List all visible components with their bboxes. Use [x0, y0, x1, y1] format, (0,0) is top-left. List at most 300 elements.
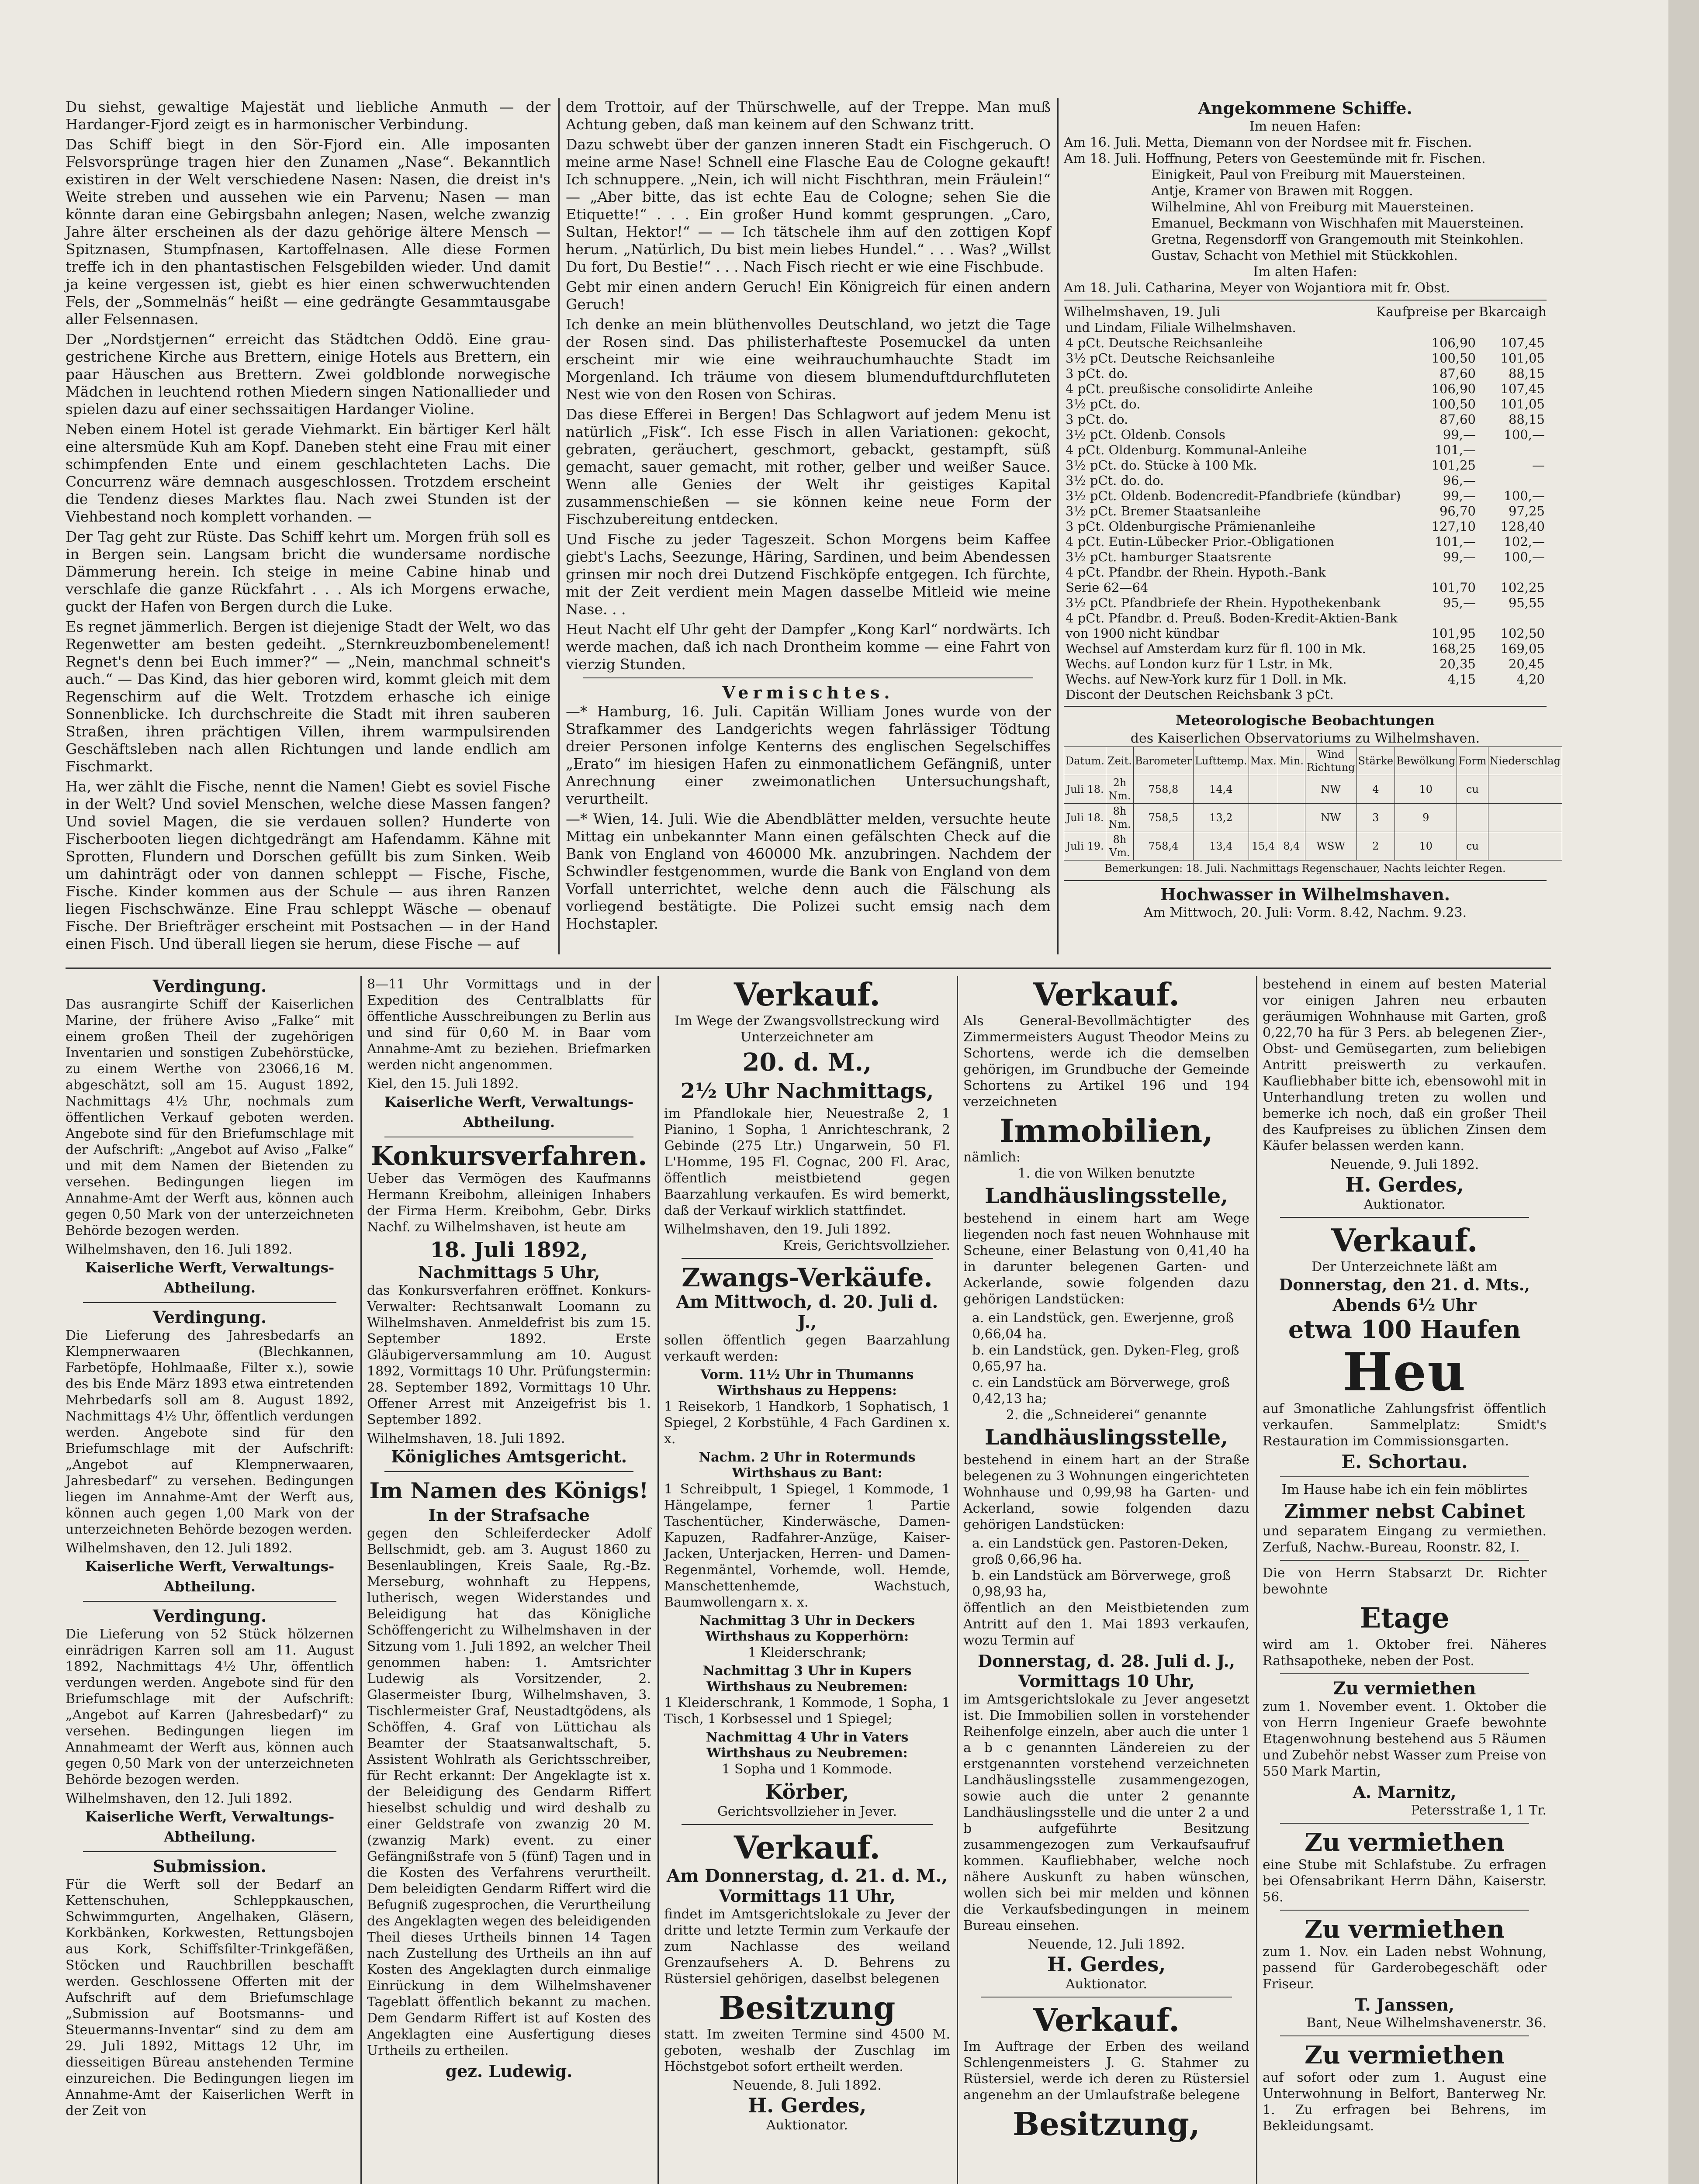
section-divider [66, 968, 1551, 969]
ad-signature-role: Gerichtsvollzieher in Jever. [717, 1804, 897, 1819]
weather-header: Form [1457, 747, 1488, 775]
weather-header: Zeit. [1106, 747, 1134, 775]
auction-location: Nachmittag 3 Uhr in Kupers Wirthshaus zu Neubremen: [702, 1663, 912, 1694]
quote-name: und Lindam, Filiale Wilhelmshaven. [1066, 320, 1296, 335]
quote-value: 4,20 [1516, 672, 1545, 687]
ad-title: Etage [1360, 1602, 1450, 1635]
paragraph: Das Schiff biegt in den Sör-Fjord ein. Alle imposanten Felsvorsprünge tragen hier den Zunamen „Nase“. Bekanntlich existiren in der Welt verschiedene Nasen: Nasen, die dreist in's Weite streben und aussehen wie ein Parvenu; Nasen — man könnte daran eine Gebirgsbahn anlegen; Nasen, welche zwanzig Jahre älter erscheinen als der dazu gehörige ältere Mensch — Spitznasen, Stumpfnasen, Kartoffelnasen. Alle diese Formen treffe ich in den phantastischen Felsgebilden wieder. Und damit ja keine vergessen ist, giebt es hier einen schwerwuchtenden Fels, der „Sommelnäs“ heißt — eine gedrängte Gesammtausgabe aller Felsennasen. [66, 136, 550, 328]
quote-value [1478, 565, 1547, 580]
divider [83, 1851, 336, 1852]
ad-subtitle: In der Strafsache [428, 1505, 590, 1525]
weather-header: Lufttemp. [1194, 747, 1249, 775]
ad-title: Konkursverfahren. [370, 1141, 647, 1171]
ad-signature-role: Auktionator. [1363, 1197, 1446, 1212]
quote-value: 95,— [1443, 595, 1476, 610]
weather-header: Datum. [1064, 747, 1106, 775]
quote-value: 102,— [1504, 534, 1545, 549]
ad-title: Zwangs-Verkäufe. [682, 1263, 933, 1292]
weather-cell: 13,4 [1194, 832, 1249, 860]
ad-text: eine Stube mit Schlafstube. Zu erfragen bei Ofensabrikant Herrn Dähn, Kaiserstr. 56. [1263, 1857, 1547, 1905]
divider [1280, 1823, 1529, 1824]
ad-title: Zu vermiethen [1333, 1678, 1476, 1699]
ad-list-item: a. ein Landstück gen. Pastoren-Deken, groß 0,66,96 ha. [972, 1536, 1228, 1567]
weather-cell: 13,2 [1194, 804, 1249, 832]
news-item: —* Hamburg, 16. Juli. Capitän William Jones wurde von der Strafkammer des Landgerichts wegen fahrlässiger Tödtung dreier Personen infolge Kenterns des englischen Segelschiffes „Erato“ im hiesigen Hafen zu einmonatlichem Gefängniß, unter Anrechnung einer zweimonatlichen Untersuchungshaft, verurtheilt. [566, 703, 1051, 807]
ad-text: zum 1. November event. 1. Oktober die von Herrn Ingenieur Graefe bewohnte Etagenwohnung bestehend aus 5 Räumen und Zubehör nebst Wasser zum Preise von 550 Mark Martin, [1263, 1699, 1547, 1779]
ad-big-word: Besitzung [719, 1989, 896, 2026]
column-divider [957, 976, 958, 2184]
ad-text: Die von Herrn Stabsarzt Dr. Richter bewohnte [1263, 1565, 1547, 1597]
divider [83, 1302, 336, 1303]
ad-text: findet im Amtsgerichtslokale zu Jever der dritte und letzte Termin zum Verkaufe der zum Nachlasse des weiland Grenzaufsehers A. D. Behrens zu Rüstersiel gehörigen, daselbst belegenen [664, 1907, 950, 1987]
kurse-place: Wilhelmshaven, 19. Juli [1064, 304, 1221, 320]
paragraph: Der Tag geht zur Rüste. Das Schiff kehrt um. Morgen früh soll es in Bergen sein. Langsam bricht die wundersame nordische Dämmerung herein. Ich steige in meine Cabine hinab und verschlafe die ganze Rückfahrt . . . Als ich Morgens erwache, guckt der Hafen von Bergen durch die Luke. [66, 528, 550, 615]
ship-line: Wilhelmine, Ahl von Freiburg mit Mauersteinen. [1151, 200, 1474, 215]
auction-items: 1 Reisekorb, 1 Handkorb, 1 Sophatisch, 1 Spiegel, 2 Korbstühle, 4 Fach Gardinen x. x. [664, 1399, 950, 1447]
divider [1280, 1910, 1529, 1911]
ships-subheading: Im neuen Hafen: [1249, 119, 1361, 134]
ad-title: Zimmer nebst Cabinet [1284, 1500, 1525, 1523]
divider [583, 677, 1033, 678]
ad-text: Das ausrangirte Schiff der Kaiserlichen Marine, der frühere Aviso „Falke“ mit einem großen Theil der zugehörigen Inventarien und sonstigen Zubehörstücke, zu einem Werthe von 23066,16 M. abgeschätzt, soll am 15. August 1892, Nachmittags 4½ Uhr, nochmals zum öffentlichen Verkauf geboten werden. Angebote sind für den Briefumschlage mit der Aufschrift: „Angebot auf Aviso „Falke“ und mit dem Namen der Bietenden zu versehen. Bedingungen liegen im Annahme-Amt der Werft aus, können auch gegen 0,50 Mark von der unterzeichneten Behörde bezogen werden. [66, 997, 354, 1238]
ad-column-3 [664, 976, 950, 2184]
ad-text: gegen den Schleiferdecker Adolf Bellschmidt, geb. am 3. August 1860 zu Besenlaublingen, Kreis Saale, Rg.-Bz. Merseburg, wohnhaft zu Heppens, lutherisch, wegen Widerstandes und Beleidigung hat das Königliche Schöffengericht zu Wilhelmshaven in der Sitzung vom 1. Juli 1892, an welcher Theil genommen haben: 1. Amtsrichter Ludewig als Vorsitzender, 2. Glasermeister Iburg, Wilhelmshaven, 3. Tischlermeister Graf, Neustadtgödens, als Schöffen, 4. Graf von Lüttichau als Beamter der Staatsanwaltschaft, 5. Assistent Wohlrath als Gerichtsschreiber, für Recht erkannt: Der Angeklagte ist x. der Beleidigung des Gendarm Riffert hieselbst schuldig und wird deshalb zu einer Geldstrafe von zwanzig 20 M. (zwanzig Mark) event. zu einer Gefängnißstrafe von 5 (fünf) Tagen und in die Kosten des Verfahrens verurtheilt. Dem beleidigten Gendarm Riffert wird die Befugniß zugesprochen, die Verurtheilung des Angeklagten wegen des beleidigenden Theil dieses Urtheils binnen 14 Tagen nach Zustellung des Urtheils an ihn auf Kosten des Angeklagten durch einmalige Einrückung in dem Wilhelmshavener Tageblatt öffentlich bekannt zu machen. Dem Gendarm Riffert ist auf Kosten des Angeklagten eine Ausfertigung dieses Urtheils zu ertheilen. [367, 1526, 651, 2058]
quote-row [1064, 641, 1547, 657]
ad-date: Wilhelmshaven, den 12. Juli 1892. [66, 1541, 293, 1556]
quote-name: Wechsel auf Amsterdam kurz für fl. 100 in Mk. [1066, 641, 1366, 656]
quote-value: 101,95 [1431, 626, 1476, 641]
meteo-subheading: des Kaiserlichen Observatoriums zu Wilhelmshaven. [1130, 731, 1480, 746]
quote-value: 106,90 [1431, 381, 1476, 396]
ad-text: auf sofort oder zum 1. August eine Unterwohnung in Belfort, Banterweg Nr. 1. Zu erfragen bei Behrens, im Bekleidungsamt. [1263, 2070, 1547, 2134]
ad-text: Im Auftrage der Erben des weiland Schlengenmeisters J. G. Stahmer zu Rüstersiel, werde ich deren zu Rüstersiel angenehm an der Umlaufstraße belegene [963, 2039, 1249, 2103]
ad-text: 8—11 Uhr Vormittags und in der Expedition des Centralblatts für öffentliche Ausschreibungen zu Berlin aus und sind für 0,60 M. in Baar vom Annahme-Amt zu beziehen. Briefmarken werden nicht angenommen. [367, 977, 651, 1073]
ad-title: Verkauf. [1033, 2001, 1180, 2039]
ad-date: Wilhelmshaven, den 16. Juli 1892. [66, 1242, 293, 1257]
weather-cell [1249, 775, 1278, 804]
paragraph: Dazu schwebt über der ganzen inneren Stadt ein Fischgeruch. O meine arme Nase! Schnell eine Flasche Eau de Cologne gekauft! Ich schnuppere. „Nein, ich will nicht Fischthran, mein Fräulein!“ — „Aber bitte, das ist echte Eau de Cologne; sehen Sie die Etiquette!“ . . . Ein großer Hund kommt gesprungen. „Caro, Sultan, Hektor!“ — — Ich tätschele ihm auf den zottigen Kopf herum. „Natürlich, Du bist mein liebes Hundel.“ . . . Was? „Willst Du fort, Du Bestie!“ . . . Nach Fisch riecht er wie eine Fischbude. [566, 136, 1051, 275]
ad-time: Vormittags 10 Uhr, [1018, 1671, 1195, 1691]
ad-date-big: 20. d. M., [742, 1048, 872, 1077]
divider [1064, 880, 1547, 881]
weather-table [1064, 746, 1562, 860]
auction-items: 1 Sopha und 1 Kommode. [722, 1762, 893, 1777]
paragraph: Der „Nordstjernen“ erreicht das Städtchen Oddö. Eine grau-gestrichene Kirche aus Brettern, einige Hotels aus Brettern, ein paar Häuschen aus Brettern. Zwei goldblonde norwegische Mädchen in leuchtend rothen Miedern singen Nationallieder und spielen dazu auf einer sechssaitigen Hardanger Violine. [66, 331, 550, 418]
divider [682, 1258, 933, 1259]
quote-row [1064, 611, 1547, 626]
ad-signature: E. Schortau. [1341, 1451, 1468, 1472]
quote-name: 3½ pCt. Bremer Staatsanleihe [1066, 504, 1261, 518]
vermischtes-heading: Vermischtes. [722, 683, 894, 702]
ad-time: 2½ Uhr Nachmittags, [680, 1079, 934, 1103]
ship-line: Einigkeit, Paul von Freiburg mit Mauersteinen. [1151, 167, 1466, 183]
weather-cell: 758,8 [1133, 775, 1193, 804]
quote-row [1064, 534, 1547, 549]
quote-value: 128,40 [1500, 519, 1545, 534]
ad-subtitle: Landhäuslingsstelle, [985, 1184, 1228, 1208]
kurse-label: Kaufpreise per Bkarcaigh [1376, 304, 1547, 320]
quote-row [1064, 595, 1547, 611]
ad-subtitle: Landhäuslingsstelle, [985, 1425, 1228, 1450]
quote-value: 99,— [1443, 488, 1476, 503]
quote-value [1478, 473, 1547, 488]
ad-text: wird am 1. Oktober frei. Näheres Rathsapotheke, neben der Post. [1263, 1637, 1547, 1669]
weather-cell [1488, 804, 1562, 832]
ad-text: bestehend in einem hart an der Straße belegenen zu 3 Wohnungen eingerichteten Wohnhause und 0,99,98 ha Garten- und Ackerland, sowie folgenden dazu gehörigen Landstücken: [963, 1452, 1249, 1532]
quote-value: 96,— [1443, 473, 1476, 488]
auction-location: Vorm. 11½ Uhr in Thumanns Wirthshaus zu Heppens: [700, 1367, 914, 1398]
weather-cell [1249, 804, 1278, 832]
column-divider [1256, 976, 1257, 2184]
ad-signature: gez. Ludewig. [445, 2061, 573, 2081]
ad-title: Im Namen des Königs! [369, 1478, 649, 1503]
column-divider [360, 976, 362, 2184]
ad-text: Als General-Bevollmächtigter des Zimmermeisters August Theodor Meins zu Schortens, werde ich die demselben gehörigen, im Grundbuche der Gemeinde Schortens zu Artikel 196 und 194 verzeichneten [963, 1013, 1249, 1109]
quote-name: 4 pCt. Deutsche Reichsanleihe [1066, 335, 1263, 350]
quote-name: 4 pCt. Eutin-Lübecker Prior.-Obligationen [1066, 534, 1334, 549]
ad-list-item: b. ein Landstück am Börverwege, groß 0,98,93 ha, [972, 1568, 1231, 1600]
ad-date: Neuende, 12. Juli 1892. [1028, 1937, 1185, 1952]
ad-column-4 [963, 976, 1249, 2184]
ad-text: bestehend in einem hart am Wege liegenden noch fast neuen Wohnhause mit Scheune, einer Belastung von 0,41,40 ha in darunter belegenen Garten- und Ackerlande, sowie folgenden dazu gehörigen Landstücken: [963, 1211, 1249, 1307]
weather-cell: Juli 18. [1064, 804, 1106, 832]
ad-signature: Kaiserliche Werft, Verwaltungs-Abtheilung. [85, 1808, 335, 1845]
quote-value: 4,15 [1447, 672, 1476, 687]
quote-row [1064, 351, 1547, 366]
paragraph: Neben einem Hotel ist gerade Viehmarkt. Ein bärtiger Kerl hält eine altersmüde Kuh am Kopf. Daneben steht eine Frau mit einer schimpfenden Ente und einem geschlachteten Lachs. Die Concurrenz wäre demnach ausgeschlossen. Trotzdem erscheint die Tendenz dieses Marktes flau. Nach zwei Stunden ist der Viehbestand noch komplett vorhanden. — [66, 421, 550, 525]
weather-cell: 15,4 [1249, 832, 1278, 860]
ad-signature: Kaiserliche Werft, Verwaltungs-Abtheilung. [85, 1558, 335, 1595]
ad-text: 2. die „Schneiderei“ genannte [1006, 1407, 1207, 1423]
quote-value: 101,70 [1431, 580, 1476, 595]
quote-row [1064, 672, 1547, 687]
quote-row [1064, 335, 1547, 351]
ad-list-item: c. ein Landstück am Börverwege, groß 0,42,13 ha; [972, 1375, 1230, 1406]
ad-text: Die Lieferung von 52 Stück hölzernen einrädrigen Karren soll am 11. August 1892, Nachmittags 4½ Uhr, öffentlich verdungen werden. Angebote sind für den Briefumschlage mit der Aufschrift: „Angebot auf Karren (Jahresbedarf)“ zu versehen. Bedingungen liegen im Annahmeamt der Werft aus, können auch gegen 0,50 Mark von der unterzeichneten Behörde bezogen werden. [66, 1627, 354, 1787]
ad-date-big: Am Mittwoch, d. 20. Juli d. J., [676, 1292, 938, 1332]
stock-quotes-table [1064, 320, 1547, 702]
quote-value: 99,— [1443, 427, 1476, 442]
ad-list-item: a. ein Landstück, gen. Ewerjenne, groß 0,66,04 ha. [972, 1310, 1234, 1342]
ad-big-word: Besitzung, [1013, 2105, 1200, 2143]
ship-line: Gustav, Schacht von Methiel mit Stückkohlen. [1151, 248, 1458, 263]
weather-cell: 8h Vm. [1106, 832, 1134, 860]
ad-text: Für die Werft soll der Bedarf an Kettenschuhen, Schleppkauschen, Schwimmgurten, Angelhaken, Gläsern, Korkbänken, Korkwesten, Rettungsbojen aus Kork, Schiffsfilter-Trinkgefäßen, Stöcken und Rauchbrillen beschafft werden. Geschlossene Offerten mit der Aufschrift auf dem Briefumschlage „Submission auf Bootsmanns- und Steuermanns-Inventar“ sind zu dem am 29. Juli 1892, Mittags 12 Uhr, im diesseitigen Büreau anstehenden Termine einzureichen. Die Bedingungen liegen im Annahme-Amt der Kaiserlichen Werft in der Zeit von [66, 1877, 354, 2118]
ad-column-2 [367, 976, 651, 2184]
quote-value: 101,— [1435, 442, 1476, 457]
weather-cell [1278, 804, 1305, 832]
ad-signature-role: Auktionator. [766, 2118, 848, 2133]
ad-signature-role: Auktionator. [1066, 1977, 1147, 1992]
ad-time: Vormittags 11 Uhr, [719, 1886, 896, 1906]
divider [1280, 1476, 1529, 1477]
quote-name: 4 pCt. Pfandbr. d. Preuß. Boden-Kredit-Aktien-Bank [1066, 611, 1398, 625]
quote-value [1478, 687, 1547, 702]
quote-value: 127,10 [1431, 519, 1476, 534]
quote-value: — [1532, 458, 1545, 473]
quote-row [1064, 687, 1547, 702]
quote-name: 3½ pCt. Deutsche Reichsanleihe [1066, 351, 1275, 366]
quote-name: 4 pCt. preußische consolidirte Anleihe [1066, 381, 1313, 396]
paragraph: Du siehst, gewaltige Majestät und liebliche Anmuth — der Hardanger-Fjord zeigt es in harmonischer Verbindung. [66, 98, 550, 133]
ad-text: Im Wege der Zwangsvollstreckung wird Unterzeichneter am [675, 1013, 940, 1045]
ad-date-big: Donnerstag, den 21. d. Mts., [1279, 1276, 1530, 1294]
ad-text: Der Unterzeichnete läßt am [1311, 1259, 1498, 1275]
quote-value: 102,50 [1500, 626, 1545, 641]
quote-name: Discont der Deutschen Reichsbank 3 pCt. [1066, 687, 1334, 702]
quote-value: 100,50 [1431, 397, 1476, 411]
quote-value: 99,— [1443, 549, 1476, 564]
weather-cell: 2 [1356, 832, 1395, 860]
weather-cell: 3 [1356, 804, 1395, 832]
quote-name: 3½ pCt. do. Stücke à 100 Mk. [1066, 458, 1257, 473]
ad-column-5 [1263, 976, 1547, 2184]
weather-cell: 8h Nm. [1106, 804, 1134, 832]
quote-value: 101,05 [1500, 397, 1545, 411]
divider [1280, 1217, 1529, 1218]
ad-signature: Kreis, Gerichtsvollzieher. [783, 1238, 950, 1253]
ad-date: Wilhelmshaven, den 12. Juli 1892. [66, 1791, 293, 1806]
column-divider [1057, 98, 1059, 954]
divider [1280, 1673, 1529, 1674]
divider [1064, 706, 1547, 707]
quote-value [1478, 611, 1547, 626]
quote-value: 100,— [1504, 549, 1545, 564]
weather-cell: 14,4 [1194, 775, 1249, 804]
ad-signature: A. Marnitz, [1353, 1782, 1457, 1802]
ships-heading: Angekommene Schiffe. [1198, 98, 1412, 118]
ad-date: Wilhelmshaven, 18. Juli 1892. [367, 1431, 565, 1446]
weather-cell: Juli 18. [1064, 775, 1106, 804]
quote-value: 101,— [1435, 534, 1476, 549]
ad-text: bestehend in einem auf besten Material vor einigen Jahren neu erbauten geräumigen Wohnhause mit Garten, groß 0,22,70 ha für 3 Pers. ab belegenen Zier-, Obst- und Gemüsegarten, zum beliebigen Antritt preiswerth zu verkaufen. Kaufliebhaber bitte ich, ebensowohl mit in Unterhandlung treten zu wollen und bemerke ich noch, daß ein großer Theil des Kaufpreises zu üblichen Zinsen dem Käufer belassen werden kann. [1263, 977, 1547, 1154]
ad-signature: H. Gerdes, [1047, 1952, 1166, 1976]
ad-date: Neuende, 9. Juli 1892. [1330, 1157, 1479, 1172]
quote-row [1064, 580, 1547, 595]
column-divider [558, 98, 560, 954]
weather-cell: NW [1305, 775, 1356, 804]
ad-signature: Kaiserliche Werft, Verwaltungs-Abtheilung. [85, 1259, 335, 1296]
quote-row [1064, 565, 1547, 580]
quote-row [1064, 519, 1547, 534]
hochwasser-heading: Hochwasser in Wilhelmshaven. [1160, 885, 1450, 904]
feuilleton-column-left [66, 98, 550, 954]
weather-cell [1457, 804, 1488, 832]
ad-text: Die Lieferung des Jahresbedarfs an Klempnerwaaren (Blechkannen, Farbetöpfe, Hohlmaaße, Filter x.), sowie des bis Ende März 1893 etwa eintretenden Mehrbedarfs soll am 8. August 1892, Nachmittags 4½ Uhr, öffentlich verdungen werden. Angebote sind für den Briefumschlage mit der Aufschrift: „Angebot auf Klempnerwaaren, Jahresbedarf“ zu versehen. Bedingungen liegen im Annahme-Amt der Werft aus, können auch gegen 1,00 Mark von der unterzeichneten Behörde bezogen werden. [66, 1328, 354, 1537]
ad-date: Neuende, 8. Juli 1892. [733, 2078, 882, 2093]
quote-row [1064, 657, 1547, 672]
quote-value: 20,35 [1439, 657, 1476, 671]
ad-text: im Amtsgerichtslokale zu Jever angesetzt ist. Die Immobilien sollen in vorstehender Reihenfolge einzeln, aber auch die unter 1 a b c genannten Ländereien zu der erstgenannten vorstehend verzeichneten Landhäuslingsstelle zusammengezogen, sowie auch die unter 2 genannte Landhäuslingsstelle und die unter 2 a und b aufgeführte Besitzung zusammengezogen zum Verkaufsaufruf kommen. Kaufliebhaber, welche noch nähere Auskunft zu haben wünschen, wollen sich bei mir melden und können die Verkaufsbedingungen in meinem Bureau einsehen. [963, 1692, 1249, 1933]
quote-value: 102,25 [1500, 580, 1545, 595]
paragraph: Gebt mir einen andern Geruch! Ein Königreich für einen andern Geruch! [566, 278, 1051, 313]
paragraph: Es regnet jämmerlich. Bergen ist diejenige Stadt der Welt, wo das Regenwetter am besten gedeiht. „Sternkreuzbombenelement! Regnet's denn bei Euch immer?“ — „Nein, manchmal schneit's auch.“ — Das Kind, das hier geboren wird, kommt gleich mit dem Regenschirm auf die Welt. Trotzdem erhasche ich einige Sonnenblicke. Ich durchschreite die Stadt mit ihren sauberen Straßen, ihren prächtigen Villen, ihrem warmpulsirenden Geschäftsleben nach allen Richtungen und lande endlich am Fischmarkt. [66, 618, 550, 775]
auction-location: Nachmittag 4 Uhr in Vaters Wirthshaus zu Neubremen: [706, 1730, 909, 1761]
divider [83, 1601, 336, 1602]
weather-header: Bewölkung [1395, 747, 1457, 775]
quote-name: 4 pCt. Oldenburg. Kommunal-Anleihe [1066, 442, 1307, 457]
ad-address: Bant, Neue Wilhelmshavenerstr. 36. [1306, 2015, 1547, 2031]
ad-big-word: Immobilien, [999, 1112, 1214, 1149]
auction-location: Nachm. 2 Uhr in Rotermunds Wirthshaus zu Bant: [699, 1450, 916, 1481]
weather-cell [1278, 775, 1305, 804]
quote-name: 3½ pCt. hamburger Staatsrente [1066, 549, 1272, 564]
ad-text: Im Hause habe ich ein fein möblirtes [1281, 1482, 1528, 1497]
ad-big-line: etwa 100 Haufen [1288, 1315, 1521, 1344]
quote-name: 3 pCt. Oldenburgische Prämienanleihe [1066, 519, 1315, 534]
quote-value: 168,25 [1431, 641, 1476, 656]
ad-text: im Pfandlokale hier, Neuestraße 2, 1 Pianino, 1 Sopha, 1 Anrichteschrank, 2 Gebinde (275 Ltr.) Ungarwein, 50 Fl. L'Homme, 195 Fl. Cognac, 200 Fl. Arac, öffentlich meistbietend gegen Baarzahlung verkaufen. Es wird bemerkt, daß der Verkauf wirklich stattfindet. [664, 1106, 950, 1218]
ad-title: Verkauf. [1331, 1222, 1478, 1259]
weather-header: Barometer [1133, 747, 1193, 775]
weather-cell: 8,4 [1278, 832, 1305, 860]
paragraph: Und Fische zu jeder Tageszeit. Schon Morgens beim Kaffee giebt's Lachs, Seezunge, Häring, Sardinen, und beim Abendessen grinsen mir noch drei Dutzend Fischköpfe entgegen. Ich fürchte, mit der Zeit verdient mein Magen dasselbe Mitleid wie meine Nase. . . [566, 531, 1051, 618]
quote-name: 4 pCt. Pfandbr. der Rhein. Hypoth.-Bank [1066, 565, 1326, 580]
quote-value: 96,70 [1439, 504, 1476, 518]
quote-name: Wechs. auf New-York kurz für 1 Doll. in Mk. [1066, 672, 1347, 687]
weather-cell [1488, 775, 1562, 804]
ad-title: Submission. [153, 1856, 266, 1876]
quote-value: 20,45 [1508, 657, 1545, 671]
quote-value: 87,60 [1439, 412, 1476, 427]
ships-subheading: Im alten Hafen: [1253, 264, 1357, 280]
weather-header-row [1064, 747, 1562, 775]
quote-row [1064, 473, 1547, 488]
divider [1280, 1560, 1529, 1561]
weather-cell: 10 [1395, 832, 1457, 860]
weather-header: Max. [1249, 747, 1278, 775]
quote-row [1064, 412, 1547, 427]
news-item: —* Wien, 14. Juli. Wie die Abendblätter melden, versuchte heute Mittag ein unbekannter Mann einen gefälschten Check auf die Bank von England von 460000 Mk. anzubringen. Nachdem der Schwindler festgenommen, wurde die Bank von England von dem Vorfall unterrichtet, welche denn auch die Fälschung als vorliegend bestätigte. Die Polizei sucht emsig nach dem Hochstapler. [566, 810, 1051, 932]
ad-text: zum 1. Nov. ein Laden nebst Wohnung, passend für Garderobegeschäft oder Friseur. [1263, 1944, 1547, 1992]
ad-signature: H. Gerdes, [747, 2094, 867, 2117]
weather-cell: 9 [1395, 804, 1457, 832]
weather-cell: 10 [1395, 775, 1457, 804]
weather-header: Niederschlag [1488, 747, 1562, 775]
quote-value: 101,25 [1431, 458, 1476, 473]
ad-date-big: Donnerstag, d. 28. Juli d. J., [978, 1651, 1235, 1671]
ad-time: Nachmittags 5 Uhr, [418, 1262, 600, 1282]
ad-date-big: 18. Juli 1892, [430, 1238, 588, 1262]
kurse-header [1064, 304, 1547, 320]
quote-value: 106,90 [1431, 335, 1476, 350]
quote-name: Serie 62—64 [1066, 580, 1149, 595]
ad-title: Zu vermiethen [1305, 1915, 1505, 1944]
quote-name: 3 pCt. do. [1066, 366, 1128, 381]
quote-name: von 1900 nicht kündbar [1066, 626, 1219, 641]
quote-value [1478, 442, 1547, 458]
ship-line: Am 16. Juli. Metta, Diemann von der Nordsee mit fr. Fischen. [1064, 135, 1472, 150]
ad-signature: Königliches Amtsgericht. [391, 1447, 627, 1466]
paragraph: Das diese Efferei in Bergen! Das Schlagwort auf jedem Menu ist natürlich „Fisk“. Ich esse Fisch in allen Variationen: gekocht, gebraten, geräuchert, geschmort, gebackt, gestampft, süß gemacht, sauer gemacht, mit rother, gelber und weißer Sauce. Wenn alle Genies der Welt ihr geistiges Kapital zusammenschießen — sie können keine neue Form der Fischzubereitung entdecken. [566, 406, 1051, 528]
quote-row [1064, 488, 1547, 504]
weather-cell: NW [1305, 804, 1356, 832]
ad-text: das Konkursverfahren eröffnet. Konkurs-Verwalter: Rechtsanwalt Loomann zu Wilhelmshaven. Anmeldefrist bis zum 15. September 1892. Erste Gläubigerversammlung am 10. August 1892, Vormittags 10 Uhr. Prüfungstermin: 28. September 1892, Vormittags 10 Uhr. Offener Arrest mit Anzeigefrist bis 1. September 1892. [367, 1283, 651, 1427]
auction-items: 1 Schreibpult, 1 Spiegel, 1 Kommode, 1 Hängelampe, ferner 1 Partie Taschentücher, Kinderwäsche, Damen-Kapuzen, Radfahrer-Anzüge, Kaiser-Jacken, Unterjacken, Herren- und Damen-Regenmäntel, Vorhemde, woll. Hemde, Manschettenhemde, Wachstuch, Baumwollengarn x. x. [664, 1482, 950, 1610]
quote-value: 101,05 [1500, 351, 1545, 366]
quote-row [1064, 549, 1547, 565]
weather-cell: 4 [1356, 775, 1395, 804]
quote-value: 169,05 [1500, 641, 1545, 656]
ad-signature: H. Gerdes, [1345, 1173, 1464, 1196]
weather-header: Stärke [1356, 747, 1395, 775]
ad-text: Ueber das Vermögen des Kaufmanns Hermann Kreibohm, alleinigen Inhabers der Firma Herm. Kreibohm, Gebr. Dirks Nachf. zu Wilhelmshaven, ist heute am [367, 1171, 651, 1235]
quote-name: 3½ pCt. do. do. [1066, 473, 1164, 488]
ad-text: auf 3monatliche Zahlungsfrist öffentlich verkaufen. Sammelplatz: Smidt's Restauration im Commissionsgarten. [1263, 1401, 1547, 1449]
weather-cell: WSW [1305, 832, 1356, 860]
quote-value [1478, 320, 1547, 335]
quote-row [1064, 626, 1547, 641]
ship-line: Antje, Kramer von Brawen mit Roggen. [1151, 183, 1413, 199]
auction-location: Nachmittag 3 Uhr in Deckers Wirthshaus zu Kopperhörn: [699, 1613, 915, 1644]
quote-row [1064, 442, 1547, 458]
weather-row [1064, 775, 1562, 804]
ship-line: Gretna, Regensdorff von Grangemouth mit Steinkohlen. [1151, 232, 1524, 247]
ad-text: sollen öffentlich gegen Baarzahlung verkauft werden: [664, 1333, 950, 1364]
quote-value: 95,55 [1508, 595, 1545, 610]
page-edge [1668, 0, 1699, 2184]
quote-row [1064, 320, 1547, 335]
ad-text: nämlich: [963, 1150, 1021, 1165]
weather-cell: 758,5 [1133, 804, 1193, 832]
quote-name: 3½ pCt. Oldenb. Bodencredit-Pfandbriefe (kündbar) [1066, 488, 1401, 503]
ad-title: Zu vermiethen [1305, 1828, 1505, 1857]
ad-list-item: b. ein Landstück, gen. Dyken-Fleg, groß 0,65,97 ha. [972, 1343, 1239, 1374]
quote-value: 97,25 [1508, 504, 1545, 518]
feuilleton-column-mid [566, 98, 1051, 954]
ad-address: Petersstraße 1, 1 Tr. [1411, 1803, 1547, 1818]
quote-value: 88,15 [1508, 412, 1545, 427]
quote-value [1408, 320, 1478, 335]
ship-line: Am 18. Juli. Hoffnung, Peters von Geestemünde mit fr. Fischen. [1064, 151, 1486, 166]
ad-title: Verkauf. [734, 976, 881, 1013]
ad-column-1 [66, 976, 354, 2184]
weather-cell: Juli 19. [1064, 832, 1106, 860]
quote-value: 100,— [1504, 488, 1545, 503]
quote-value: 107,45 [1500, 335, 1545, 350]
weather-row [1064, 832, 1562, 860]
quote-row [1064, 381, 1547, 397]
market-column [1064, 98, 1561, 954]
ship-line: Emanuel, Beckmann von Wischhafen mit Mauersteinen. [1151, 216, 1524, 231]
ship-line: Am 18. Juli. Catharina, Meyer von Wojantiora mit fr. Obst. [1064, 280, 1450, 296]
ad-text: 1. die von Wilken benutzte [1017, 1166, 1195, 1181]
weather-cell: cu [1457, 775, 1488, 804]
weather-header: Min. [1278, 747, 1305, 775]
auction-items: 1 Kleiderschrank; [748, 1645, 866, 1660]
divider [682, 1824, 933, 1825]
ad-title: Verkauf. [734, 1829, 881, 1866]
ad-title: Verdingung. [152, 1606, 267, 1626]
quote-row [1064, 366, 1547, 381]
ad-title: Verkauf. [1033, 976, 1180, 1013]
ad-text: statt. Im zweiten Termine sind 4500 M. geboten, weshalb der Zuschlag im Höchstgebot sofort ertheilt werden. [664, 2027, 950, 2074]
ad-signature: Kaiserliche Werft, Verwaltungs-Abtheilung. [384, 1094, 634, 1130]
ad-signature: T. Janssen, [1355, 1995, 1454, 2015]
ad-text: und separatem Eingang zu vermiethen. Zerfuß, Nachw.-Bureau, Roonstr. 82, I. [1263, 1524, 1547, 1555]
quote-value: 100,— [1504, 427, 1545, 442]
meteo-heading: Meteorologische Beobachtungen [1176, 712, 1435, 729]
quote-row [1064, 397, 1547, 412]
quote-name: 3½ pCt. Oldenb. Consols [1066, 427, 1225, 442]
quote-value [1408, 565, 1478, 580]
ad-signature: Körber, [765, 1780, 849, 1804]
quote-value [1408, 611, 1478, 626]
paragraph: dem Trottoir, auf der Thürschwelle, auf der Treppe. Man muß Achtung geben, daß man keinem auf den Schwanz tritt. [566, 98, 1051, 133]
quote-row [1064, 427, 1547, 442]
hochwasser-text: Am Mittwoch, 20. Juli: Vorm. 8.42, Nachm. 9.23. [1143, 905, 1467, 920]
ad-date: Wilhelmshaven, den 19. Juli 1892. [664, 1222, 891, 1237]
